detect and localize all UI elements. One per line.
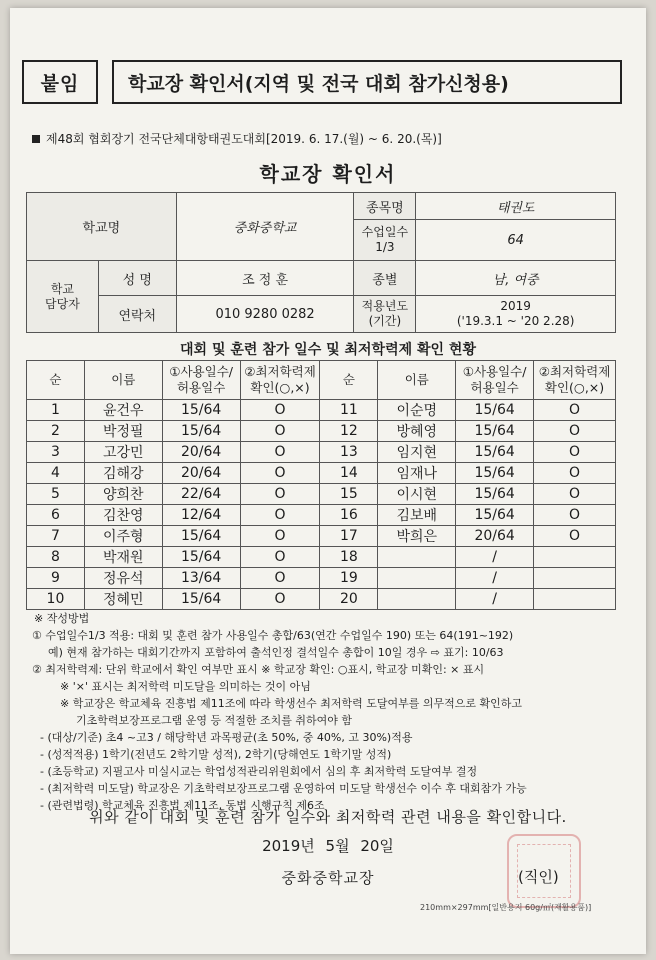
cell-days2: 15/64: [456, 484, 534, 505]
header-bar: [22, 60, 622, 104]
note-line: ② 최저학력제: 단위 학교에서 확인 여부만 표시 ※ 학교장 확인: ○표시, 학교장 미확인: × 표시: [32, 663, 485, 676]
cell-name: 김해강: [84, 463, 162, 484]
cell-name: 윤건우: [84, 400, 162, 421]
cell-no: 9: [27, 568, 85, 589]
note-line: - (관련법령) 학교체육 진흥법 제11조, 동법 시행규칙 제6조: [40, 799, 325, 812]
cell-name: 고강민: [84, 442, 162, 463]
cell-days2: 15/64: [456, 463, 534, 484]
cell-days: 22/64: [162, 484, 240, 505]
sign-date: 2019년 5월 20일: [262, 837, 394, 855]
school-value: 중화중학교: [176, 193, 354, 261]
attachment-badge: 붙임: [22, 60, 98, 104]
cell-days2: 15/64: [456, 421, 534, 442]
note-heading: ※ 작성방법: [34, 612, 90, 625]
class-days-value: 64: [416, 220, 616, 261]
col-days-2: ①사용일수/ 허용일수: [456, 361, 534, 400]
manager-label: 학교 담당자: [27, 261, 99, 333]
cell-name: 박재원: [84, 547, 162, 568]
class-days-label: 수업일수 1/3: [354, 220, 416, 261]
cell-days: 15/64: [162, 421, 240, 442]
cell-no: 10: [27, 589, 85, 610]
school-info-table: [26, 192, 616, 333]
cell-mark2: O: [534, 526, 616, 547]
square-bullet-icon: [32, 135, 40, 143]
cell-name2: 박희은: [378, 526, 456, 547]
cell-no2: 15: [320, 484, 378, 505]
table-row: [27, 526, 616, 547]
cell-mark2: O: [534, 463, 616, 484]
cell-name2: 이시현: [378, 484, 456, 505]
cell-days: 15/64: [162, 589, 240, 610]
cell-days: 15/64: [162, 526, 240, 547]
table-row: [27, 400, 616, 421]
cell-no2: 12: [320, 421, 378, 442]
cell-no: 5: [27, 484, 85, 505]
cell-no2: 18: [320, 547, 378, 568]
cell-no: 8: [27, 547, 85, 568]
cell-no2: 11: [320, 400, 378, 421]
cell-no2: 17: [320, 526, 378, 547]
cell-name: 이주형: [84, 526, 162, 547]
table-row: [27, 421, 616, 442]
cell-name2: [378, 547, 456, 568]
cell-mark: O: [240, 400, 320, 421]
gender-value: 남, 여중: [416, 261, 616, 296]
cell-name: 정혜민: [84, 589, 162, 610]
note-line: ※ 학교장은 학교체육 진흥법 제11조에 따라 학생선수 최저학력 도달여부를 의무적으로 확인하고: [60, 697, 522, 710]
cell-no2: 16: [320, 505, 378, 526]
note-line: - (최저학력 미도달) 학교장은 기초학력보장프로그램 운영하여 미도달 학생선수 이수 후 대회참가 가능: [40, 782, 527, 795]
note-line: 기초학력보장프로그램 운영 등 적절한 조치를 취하여야 함: [76, 714, 353, 727]
col-no-2: 순: [320, 361, 378, 400]
cell-name2: [378, 568, 456, 589]
cell-days2: 15/64: [456, 505, 534, 526]
cell-no: 2: [27, 421, 85, 442]
roster-table: [26, 360, 616, 610]
cell-days: 15/64: [162, 547, 240, 568]
year-label: 적용년도 (기간): [354, 296, 416, 333]
cell-mark: O: [240, 547, 320, 568]
table-row: [27, 589, 616, 610]
instructions: [32, 610, 632, 814]
cell-mark2: O: [534, 421, 616, 442]
cell-days: 20/64: [162, 442, 240, 463]
note-line: ※ '×' 표시는 최저학력 미도달을 의미하는 것이 아님: [60, 680, 311, 693]
principal-name: 중화중학교장: [281, 869, 375, 887]
paper-spec: 210mm×297mm[일반용지 60g/㎡(재활용품)]: [420, 903, 592, 912]
cell-mark2: O: [534, 505, 616, 526]
table-row: [27, 547, 616, 568]
note-line: ① 수업일수1/3 적용: 대회 및 훈련 참가 사용일수 총합/63(연간 수업일수 190) 또는 64(191~192): [32, 629, 514, 642]
cell-name: 정유석: [84, 568, 162, 589]
cell-no: 7: [27, 526, 85, 547]
cell-days2: /: [456, 568, 534, 589]
cell-days2: 20/64: [456, 526, 534, 547]
cell-days: 13/64: [162, 568, 240, 589]
gender-label: 종별: [354, 261, 416, 296]
event-text: 제48회 협회장기 전국단체대항태권도대회[2019. 6. 17.(월) ~ 6. 20.(목)]: [46, 132, 442, 146]
col-name: 이름: [84, 361, 162, 400]
cell-no2: 19: [320, 568, 378, 589]
confirm-statement: 위와 같이 대회 및 훈련 참가 일수와 최저학력 관련 내용을 확인합니다.: [89, 808, 567, 826]
col-days: ①사용일수/ 허용일수: [162, 361, 240, 400]
table-row: [27, 484, 616, 505]
col-name-2: 이름: [378, 361, 456, 400]
cell-days2: 15/64: [456, 442, 534, 463]
name-label: 성 명: [98, 261, 176, 296]
cell-mark: O: [240, 463, 320, 484]
cell-mark: O: [240, 484, 320, 505]
cell-mark: O: [240, 505, 320, 526]
document-title: 학교장 확인서: [259, 162, 397, 186]
event-name-label: 종목명: [354, 193, 416, 220]
cell-mark: O: [240, 421, 320, 442]
cell-name2: 임지현: [378, 442, 456, 463]
cell-no2: 13: [320, 442, 378, 463]
cell-mark: O: [240, 442, 320, 463]
cell-days: 15/64: [162, 400, 240, 421]
cell-mark2: [534, 547, 616, 568]
cell-name2: 방혜영: [378, 421, 456, 442]
col-no: 순: [27, 361, 85, 400]
cell-name2: 김보배: [378, 505, 456, 526]
table-row: [27, 442, 616, 463]
cell-name: 김찬영: [84, 505, 162, 526]
cell-days: 20/64: [162, 463, 240, 484]
table-row: [27, 568, 616, 589]
cell-mark: O: [240, 568, 320, 589]
contact-value: 010 9280 0282: [176, 296, 354, 333]
cell-name: 양희찬: [84, 484, 162, 505]
note-line: 예) 현재 참가하는 대회기간까지 포함하여 출석인정 결석일수 총합이 10일 경우 ⇨ 표기: 10/63: [48, 646, 504, 659]
cell-days2: 15/64: [456, 400, 534, 421]
cell-mark2: O: [534, 442, 616, 463]
cell-mark: O: [240, 589, 320, 610]
event-name-value: 태권도: [416, 193, 616, 220]
cell-days2: /: [456, 547, 534, 568]
year-value: 2019 ('19.3.1 ~ '20 2.28): [416, 296, 616, 333]
cell-mark2: O: [534, 484, 616, 505]
section-title: 대회 및 훈련 참가 일수 및 최저학력제 확인 현황: [180, 342, 476, 358]
cell-no: 6: [27, 505, 85, 526]
roster-header-row: [27, 361, 616, 400]
event-line: [32, 130, 442, 147]
seal-label: (직인): [518, 868, 559, 886]
cell-days2: /: [456, 589, 534, 610]
cell-no: 3: [27, 442, 85, 463]
cell-mark2: O: [534, 400, 616, 421]
cell-no2: 14: [320, 463, 378, 484]
note-line: - (성적적용) 1학기(전년도 2학기말 성적), 2학기(당해연도 1학기말 성적): [40, 748, 392, 761]
cell-name2: 임재나: [378, 463, 456, 484]
cell-mark2: [534, 589, 616, 610]
contact-label: 연락처: [98, 296, 176, 333]
cell-mark2: [534, 568, 616, 589]
name-value: 조 정 훈: [176, 261, 354, 296]
note-line: - (대상/기준) 초4 ~고3 / 해당학년 과목평균(초 50%, 중 40%, 고 30%)적용: [40, 731, 413, 744]
table-row: [27, 463, 616, 484]
cell-name2: 이순명: [378, 400, 456, 421]
header-title: 학교장 확인서(지역 및 전국 대회 참가신청용): [112, 60, 622, 104]
col-min-2: ②최저학력제 확인(○,×): [534, 361, 616, 400]
cell-name: 박정필: [84, 421, 162, 442]
col-min: ②최저학력제 확인(○,×): [240, 361, 320, 400]
table-row: [27, 505, 616, 526]
cell-days: 12/64: [162, 505, 240, 526]
school-label: 학교명: [27, 193, 177, 261]
document-page: [10, 8, 646, 954]
cell-no: 1: [27, 400, 85, 421]
cell-mark: O: [240, 526, 320, 547]
cell-name2: [378, 589, 456, 610]
cell-no: 4: [27, 463, 85, 484]
cell-no2: 20: [320, 589, 378, 610]
note-line: - (초등학교) 지필고사 미실시교는 학업성적관리위원회에서 심의 후 최저학력 도달여부 결정: [40, 765, 478, 778]
